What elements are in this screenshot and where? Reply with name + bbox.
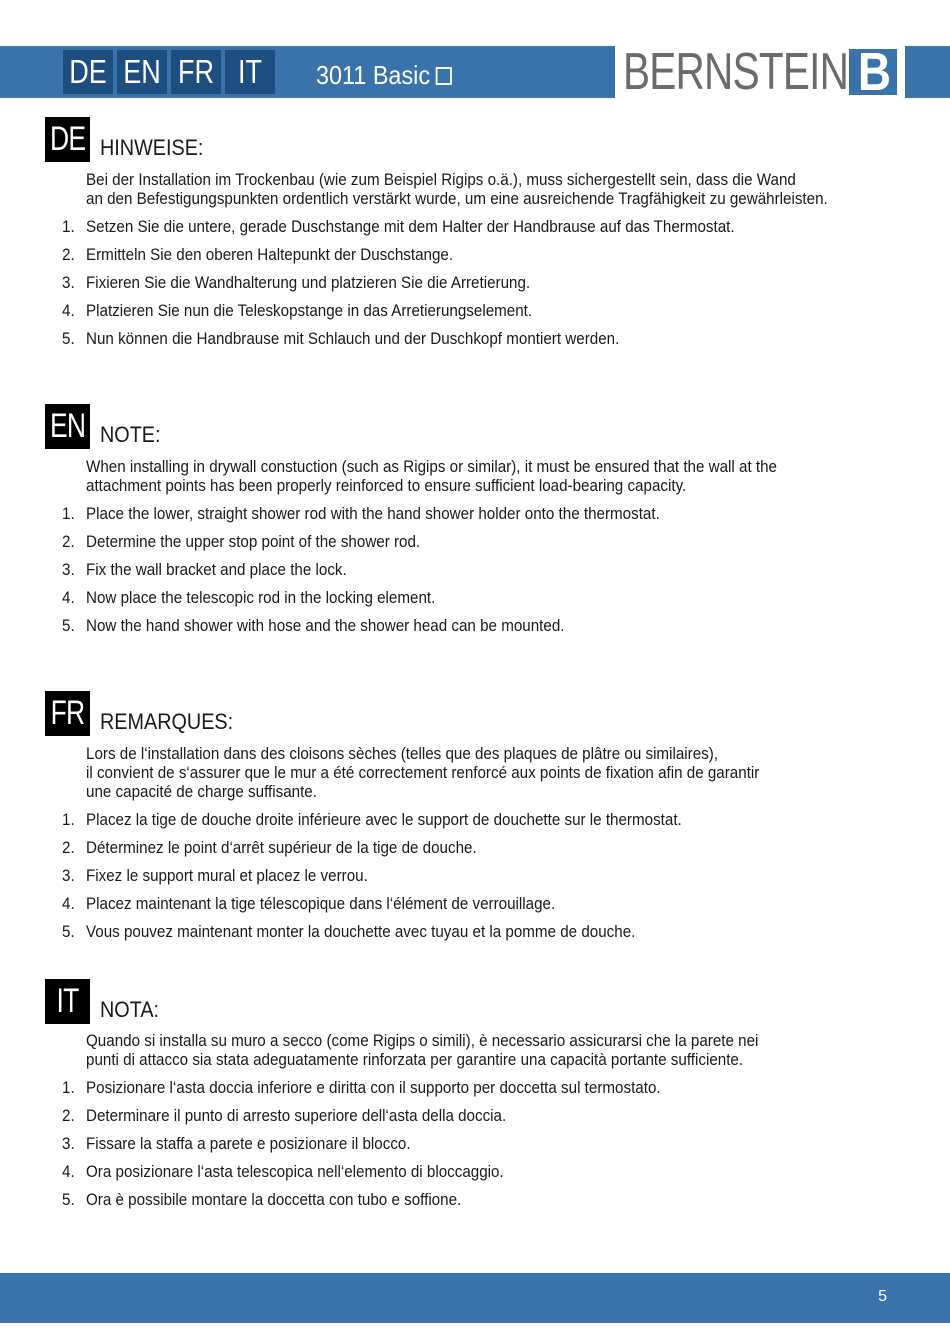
step-text: Placez la tige de douche droite inférieure avec le support de douchette sur le thermostat. bbox=[86, 811, 682, 829]
section-intro bbox=[86, 171, 840, 209]
section-code: IT bbox=[56, 982, 79, 1020]
brand-name: BERNSTEIN bbox=[623, 43, 849, 101]
language-tab-fr[interactable] bbox=[171, 50, 221, 94]
page-number: 5 bbox=[878, 1288, 887, 1305]
intro-line: Quando si installa su muro a secco (come Rigips o simili), è necessario assicurarsi che la parete nei bbox=[86, 1032, 759, 1050]
step-number: 1. bbox=[62, 218, 75, 236]
step-number: 5. bbox=[62, 1191, 75, 1209]
step-text: Ora posizionare l‘asta telescopica nell‘elemento di bloccaggio. bbox=[86, 1163, 504, 1181]
step-text: Fix the wall bracket and place the lock. bbox=[86, 561, 347, 579]
section-badge bbox=[45, 691, 90, 736]
step-number: 1. bbox=[62, 505, 75, 523]
intro-line: punti di attacco sia stata adeguatamente rinforzata per garantire una capacità portante sufficiente. bbox=[86, 1051, 744, 1069]
intro-line: Lors de l‘installation dans des cloisons sèches (telles que des plaques de plâtre ou similaires), bbox=[86, 745, 719, 763]
step-text: Determinare il punto di arresto superiore dell‘asta della doccia. bbox=[86, 1107, 507, 1125]
checkbox-icon bbox=[435, 67, 451, 85]
intro-line: Bei der Installation im Trockenbau (wie zum Beispiel Rigips o.ä.), muss sichergestellt sein, dass die Wand bbox=[86, 171, 796, 189]
section-heading: NOTE: bbox=[100, 422, 161, 447]
language-tab-label: FR bbox=[177, 53, 215, 90]
step-number: 1. bbox=[62, 811, 75, 829]
intro-line: une capacité de charge suffisante. bbox=[86, 783, 317, 801]
language-tab-label: IT bbox=[237, 53, 263, 90]
step-number: 3. bbox=[62, 274, 75, 292]
language-tab-label: DE bbox=[69, 53, 107, 90]
step-text: Fixieren Sie die Wandhalterung und platzieren Sie die Arretierung. bbox=[86, 274, 531, 292]
section-intro bbox=[86, 745, 840, 802]
product-title bbox=[316, 58, 452, 92]
language-tab-label: EN bbox=[123, 53, 161, 90]
language-tab-it[interactable] bbox=[225, 50, 275, 94]
language-tabs bbox=[63, 50, 275, 94]
step-text: Fissare la staffa a parete e posizionare il blocco. bbox=[86, 1135, 411, 1153]
language-tab-de[interactable] bbox=[63, 50, 113, 94]
step-text: Platzieren Sie nun die Teleskopstange in das Arretierungselement. bbox=[86, 302, 533, 320]
footer-bar bbox=[0, 1273, 950, 1323]
step-text: Determine the upper stop point of the shower rod. bbox=[86, 533, 421, 551]
language-tab-en[interactable] bbox=[117, 50, 167, 94]
step-text: Posizionare l‘asta doccia inferiore e diritta con il supporto per doccetta sul termostato. bbox=[86, 1079, 661, 1097]
section-intro bbox=[86, 1032, 840, 1070]
intro-line: attachment points has been properly reinforced to ensure sufficient load-bearing capacity. bbox=[86, 477, 687, 495]
section-code: FR bbox=[50, 694, 85, 732]
step-number: 5. bbox=[62, 330, 75, 348]
section-heading: REMARQUES: bbox=[100, 709, 234, 734]
intro-line: an den Befestigungspunkten ordentlich verstärkt wurde, um eine ausreichende Tragfähigkeit zu gewährleisten. bbox=[86, 190, 828, 208]
step-number: 2. bbox=[62, 1107, 75, 1125]
step-text: Fixez le support mural et placez le verrou. bbox=[86, 867, 368, 885]
step-number: 3. bbox=[62, 867, 75, 885]
step-text: Place the lower, straight shower rod with the hand shower holder onto the thermostat. bbox=[86, 505, 660, 523]
step-number: 3. bbox=[62, 1135, 75, 1153]
step-number: 1. bbox=[62, 1079, 75, 1097]
step-text: Now the hand shower with hose and the shower head can be mounted. bbox=[86, 617, 565, 635]
step-text: Placez maintenant la tige télescopique dans l‘élément de verrouillage. bbox=[86, 895, 556, 913]
step-text: Ermitteln Sie den oberen Haltepunkt der Duschstange. bbox=[86, 246, 454, 264]
step-text: Vous pouvez maintenant monter la douchette avec tuyau et la pomme de douche. bbox=[86, 923, 636, 941]
step-number: 4. bbox=[62, 589, 75, 607]
section-badge bbox=[45, 979, 90, 1024]
step-text: Nun können die Handbrause mit Schlauch und der Duschkopf montiert werden. bbox=[86, 330, 620, 348]
step-number: 3. bbox=[62, 561, 75, 579]
brand-logo bbox=[615, 42, 905, 102]
section-badge bbox=[45, 404, 90, 449]
step-text: Now place the telescopic rod in the locking element. bbox=[86, 589, 436, 607]
step-number: 2. bbox=[62, 839, 75, 857]
section-code: DE bbox=[49, 120, 86, 158]
step-text: Ora è possibile montare la doccetta con tubo e soffione. bbox=[86, 1191, 462, 1209]
step-number: 4. bbox=[62, 1163, 75, 1181]
step-text: Déterminez le point d‘arrêt supérieur de la tige de douche. bbox=[86, 839, 477, 857]
section-heading: HINWEISE: bbox=[100, 135, 204, 160]
section-code: EN bbox=[49, 407, 86, 445]
step-text: Setzen Sie die untere, gerade Duschstange mit dem Halter der Handbrause auf das Thermostat. bbox=[86, 218, 735, 236]
intro-line: il convient de s‘assurer que le mur a été correctement renforcé aux points de fixation afin de garantir bbox=[86, 764, 760, 782]
section-badge bbox=[45, 117, 90, 162]
brand-mark-letter: B bbox=[857, 42, 892, 102]
brand-mark-icon bbox=[849, 42, 897, 102]
section-intro bbox=[86, 458, 840, 496]
product-name: 3011 Basic bbox=[316, 60, 431, 90]
intro-line: When installing in drywall constuction (such as Rigips or similar), it must be ensured that the wall at the bbox=[86, 458, 778, 476]
step-number: 5. bbox=[62, 923, 75, 941]
step-number: 2. bbox=[62, 533, 75, 551]
step-number: 5. bbox=[62, 617, 75, 635]
step-number: 4. bbox=[62, 895, 75, 913]
section-heading: NOTA: bbox=[100, 997, 160, 1022]
step-number: 4. bbox=[62, 302, 75, 320]
step-number: 2. bbox=[62, 246, 75, 264]
